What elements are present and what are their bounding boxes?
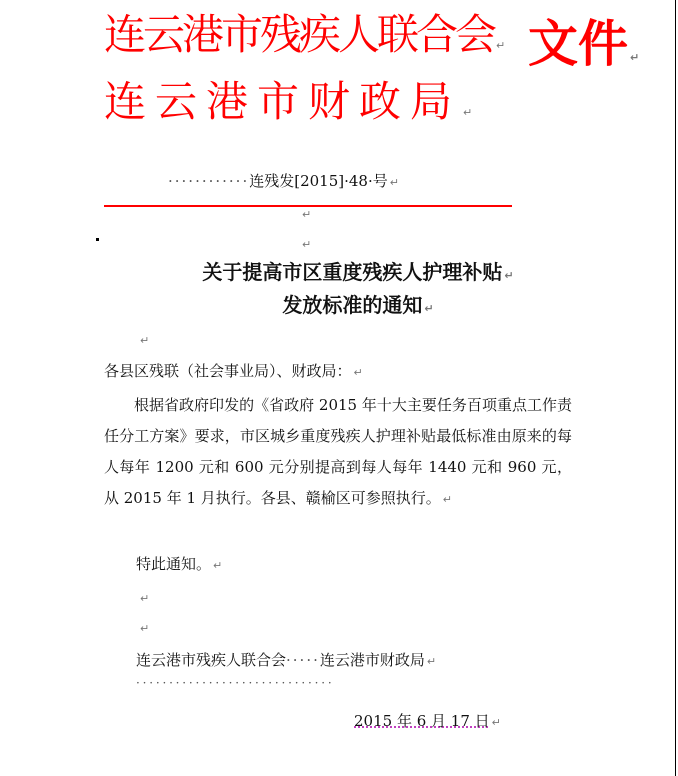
recipients-line: 各县区残联（社会事业局）、财政局： ↵ <box>104 362 363 380</box>
red-separator-line <box>104 205 512 207</box>
notice-body-paragraph: 根据省政府印发的《省政府 2015 年十大主要任务百项重点工作责任分工方案》要求，市区城乡重度残疾人护理补贴最低标准由原来的每人每年 1200 元和 600 元分别提高到每人每年 1440 元和 960 元，从 2015 年 1 月执行。各县、赣榆区可参照执行。 ↵ <box>104 396 572 507</box>
issuing-org-disabled-federation: 连云港市残疾人联合会 ↵ <box>104 10 503 59</box>
issuing-org-finance-bureau: 连云港市财政局 ↵ <box>104 77 482 126</box>
paragraph-mark: ↵ <box>302 208 312 221</box>
page-edge <box>675 0 676 776</box>
document-type-label: 文件 ↵ <box>528 14 640 73</box>
signature-leader-dots: ······························ <box>136 676 335 690</box>
paragraph-mark: ↵ <box>140 622 150 635</box>
issue-date: 2015 年 6 月 17 日 ↵ <box>354 712 501 730</box>
notice-title-line2: 发放标准的通知 ↵ <box>282 293 434 317</box>
bullet-dot <box>96 238 99 241</box>
paragraph-mark: ↵ <box>140 592 150 605</box>
document-number: ············连残发[2015]·48·号 ↵ <box>168 172 399 190</box>
signature-finance-bureau: 连云港市财政局 <box>319 651 425 669</box>
closing-line: 特此通知。 ↵ <box>136 555 223 573</box>
paragraph-mark: ↵ <box>140 334 150 347</box>
paragraph-mark: ↵ <box>302 238 312 251</box>
notice-title-line1: 关于提高市区重度残疾人护理补贴 ↵ <box>202 260 514 284</box>
signature-line: 连云港市残疾人联合会·····连云港市财政局 ↵ <box>136 651 437 669</box>
signature-disabled-federation: 连云港市残疾人联合会 <box>136 651 287 669</box>
